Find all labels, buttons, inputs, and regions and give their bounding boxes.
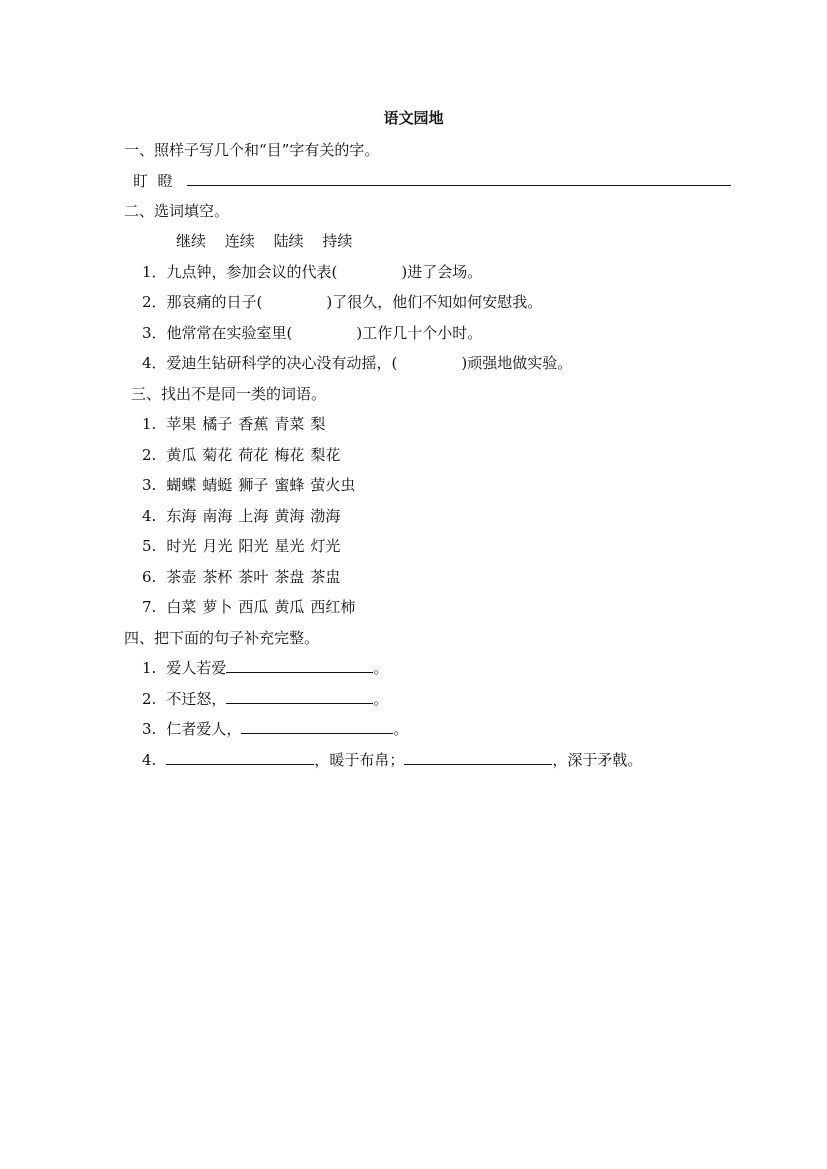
item-text-before: 爱迪生钻研科学的决心没有动摇，( — [166, 354, 398, 372]
category-item — [142, 414, 331, 434]
word[interactable]: 橘子 — [202, 415, 233, 433]
word[interactable]: 东海 — [166, 507, 197, 525]
word[interactable]: 狮子 — [238, 476, 269, 494]
item-text-before: 爱人若爱 — [166, 659, 227, 677]
item-text-after: 。 — [373, 659, 389, 677]
word-option: 陆续 — [273, 232, 304, 250]
item-number: 4． — [142, 354, 167, 372]
item-text-after: )了很久，他们不知如何安慰我。 — [326, 293, 543, 311]
item-number: 2． — [142, 293, 167, 311]
word[interactable]: 梅花 — [274, 446, 305, 464]
item-text-before: 九点钟，参加会议的代表( — [166, 263, 338, 281]
word[interactable]: 南海 — [202, 507, 233, 525]
word[interactable]: 青菜 — [274, 415, 305, 433]
item-number: 3． — [142, 324, 167, 342]
word[interactable]: 蜻蜓 — [202, 476, 233, 494]
word[interactable]: 星光 — [274, 537, 305, 555]
item-number: 1. — [142, 415, 157, 433]
item-text-before: 他常常在实验室里( — [166, 324, 293, 342]
answer-blank-line[interactable] — [404, 750, 552, 765]
category-item — [142, 567, 346, 587]
answer-blank-line[interactable] — [226, 689, 373, 704]
word[interactable]: 灯光 — [310, 537, 341, 555]
item-text-after: )工作几十个小时。 — [356, 324, 483, 342]
item-number: 7. — [142, 598, 157, 616]
category-item — [142, 506, 346, 526]
fill-item — [142, 262, 482, 282]
complete-item — [142, 658, 388, 678]
category-item — [142, 475, 361, 495]
word[interactable]: 时光 — [166, 537, 197, 555]
section1-example-row — [133, 171, 731, 191]
word[interactable]: 渤海 — [310, 507, 341, 525]
word[interactable]: 香蕉 — [238, 415, 269, 433]
word[interactable]: 蜜蜂 — [274, 476, 305, 494]
answer-blank-line[interactable] — [187, 171, 731, 186]
category-item — [142, 597, 361, 617]
complete-item — [142, 750, 642, 770]
word-option: 继续 — [176, 232, 207, 250]
answer-blank-line[interactable] — [226, 658, 373, 673]
section1-example: 盯 瞪 — [133, 172, 173, 190]
word[interactable]: 黄海 — [274, 507, 305, 525]
answer-blank-line[interactable] — [166, 750, 314, 765]
word[interactable]: 茶壶 — [166, 568, 197, 586]
item-number: 2. — [142, 446, 157, 464]
word[interactable]: 萤火虫 — [310, 476, 356, 494]
item-number: 5. — [142, 537, 157, 555]
word-options — [176, 231, 366, 251]
item-number: 6. — [142, 568, 157, 586]
item-text-after: )进了会场。 — [401, 263, 483, 281]
item-text-before: 不迁怒， — [166, 690, 227, 708]
section2-heading: 二、选词填空。 — [124, 202, 230, 220]
word[interactable]: 茶盘 — [274, 568, 305, 586]
word[interactable]: 梨 — [310, 415, 326, 433]
fill-item — [142, 323, 482, 343]
word[interactable]: 上海 — [238, 507, 269, 525]
word[interactable]: 茶叶 — [238, 568, 269, 586]
word[interactable]: 菊花 — [202, 446, 233, 464]
word[interactable]: 月光 — [202, 537, 233, 555]
word-option: 持续 — [322, 232, 353, 250]
item-text-mid: ，暖于布帛； — [314, 751, 405, 769]
item-number: 3. — [142, 720, 157, 738]
item-number: 4. — [142, 751, 157, 769]
complete-item — [142, 719, 408, 739]
item-number: 1． — [142, 263, 167, 281]
complete-item — [142, 689, 388, 709]
item-number: 3. — [142, 476, 157, 494]
word[interactable]: 荷花 — [238, 446, 269, 464]
item-text-before: 仁者爱人， — [166, 720, 242, 738]
word[interactable]: 黄瓜 — [166, 446, 197, 464]
fill-item — [142, 353, 572, 373]
item-number: 2. — [142, 690, 157, 708]
word[interactable]: 西瓜 — [238, 598, 269, 616]
answer-blank-line[interactable] — [241, 719, 393, 734]
section3-heading: 三、找出不是同一类的词语。 — [131, 385, 327, 403]
item-number: 4. — [142, 507, 157, 525]
section1-heading: 一、照样子写几个和“目”字有关的字。 — [124, 141, 380, 159]
word[interactable]: 黄瓜 — [274, 598, 305, 616]
word[interactable]: 茶盅 — [310, 568, 341, 586]
word[interactable]: 梨花 — [310, 446, 341, 464]
category-item — [142, 536, 346, 556]
item-text-before: 那哀痛的日子( — [166, 293, 263, 311]
category-item — [142, 445, 346, 465]
item-text-after: 。 — [393, 720, 409, 738]
fill-item — [142, 292, 542, 312]
word[interactable]: 西红柿 — [310, 598, 356, 616]
item-number: 1. — [142, 659, 157, 677]
word[interactable]: 苹果 — [166, 415, 197, 433]
item-text-after: 。 — [373, 690, 389, 708]
item-text-after: ，深于矛戟。 — [552, 751, 643, 769]
word[interactable]: 茶杯 — [202, 568, 233, 586]
word[interactable]: 阳光 — [238, 537, 269, 555]
word[interactable]: 蝴蝶 — [166, 476, 197, 494]
word[interactable]: 白菜 — [166, 598, 197, 616]
item-text-after: )顽强地做实验。 — [461, 354, 573, 372]
word-option: 连续 — [224, 232, 255, 250]
section4-heading: 四、把下面的句子补充完整。 — [124, 629, 320, 647]
page-title: 语文园地 — [383, 109, 444, 127]
word[interactable]: 萝卜 — [202, 598, 233, 616]
